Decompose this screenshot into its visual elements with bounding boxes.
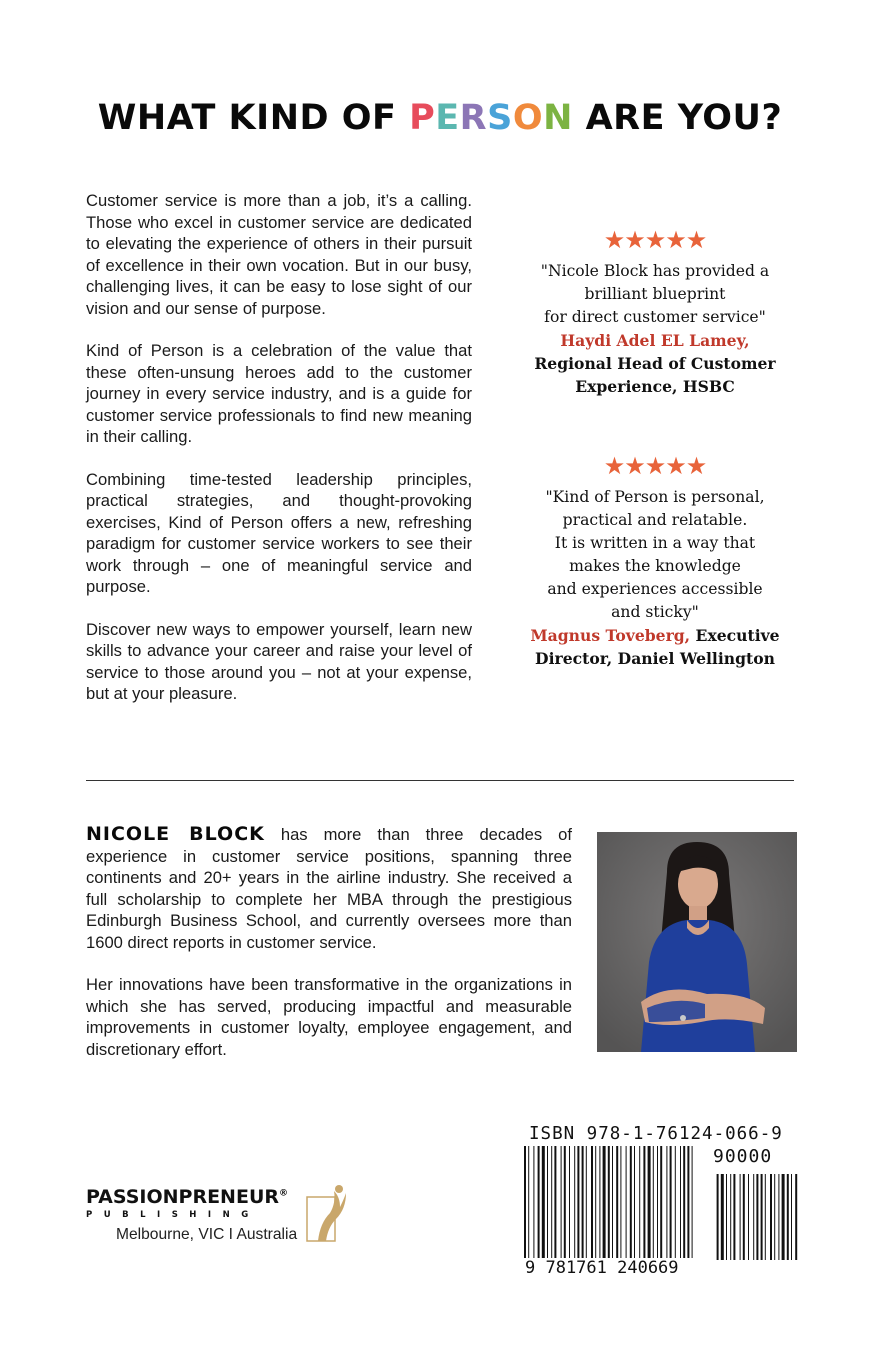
barcode-addon-bar bbox=[717, 1174, 719, 1260]
testimonial-1 bbox=[520, 226, 790, 398]
barcode-addon-bar bbox=[756, 1174, 758, 1260]
author-name: NICOLE BLOCK bbox=[86, 823, 265, 845]
barcode-bar bbox=[660, 1146, 662, 1258]
barcode-digits: 9 781761 240669 bbox=[525, 1258, 679, 1278]
barcode-bar bbox=[542, 1146, 545, 1258]
barcode-bar bbox=[620, 1146, 621, 1276]
person-letter: E bbox=[435, 98, 460, 138]
barcode-bar bbox=[524, 1146, 526, 1276]
barcode-bar bbox=[533, 1146, 534, 1258]
isbn-addon: 90000 bbox=[713, 1146, 773, 1167]
barcode-bar bbox=[626, 1146, 627, 1258]
barcode-bar bbox=[657, 1146, 658, 1258]
barcode-addon-bar bbox=[726, 1174, 727, 1260]
barcode-bar bbox=[577, 1146, 579, 1258]
barcode-bar bbox=[639, 1146, 640, 1258]
barcode-bar bbox=[561, 1146, 562, 1258]
person-letter: S bbox=[487, 98, 513, 138]
barcode-addon-bar bbox=[770, 1174, 772, 1260]
barcode-addon-bar bbox=[733, 1174, 735, 1260]
author-photo bbox=[597, 832, 797, 1052]
barcode-bar bbox=[612, 1146, 613, 1258]
barcode-addon-bar bbox=[765, 1174, 766, 1260]
barcode-bar bbox=[670, 1146, 672, 1276]
barcode-bar bbox=[675, 1146, 676, 1258]
person-letter: R bbox=[459, 98, 488, 138]
barcode-bar bbox=[692, 1146, 693, 1258]
barcode-addon-bar bbox=[748, 1174, 749, 1260]
barcode-bar bbox=[603, 1146, 606, 1258]
barcode-bar bbox=[630, 1146, 632, 1258]
publisher-logo-icon bbox=[306, 1183, 348, 1245]
barcode-bar bbox=[680, 1146, 681, 1258]
publisher-location: Melbourne, VIC I Australia bbox=[116, 1226, 298, 1243]
book-description bbox=[86, 190, 472, 726]
barcode-bar bbox=[538, 1146, 540, 1258]
barcode-addon-bar bbox=[787, 1174, 789, 1260]
barcode-bar bbox=[616, 1146, 618, 1258]
publisher-name: PASSIONPRENEUR® bbox=[86, 1186, 288, 1208]
barcode-addon-bar bbox=[774, 1174, 775, 1260]
testimonial-attribution bbox=[520, 624, 790, 670]
barcode-bar bbox=[666, 1146, 667, 1258]
five-star-rating-icon: ★★★★★ bbox=[603, 452, 707, 480]
barcode-addon-bar bbox=[795, 1174, 797, 1260]
barcode-bar bbox=[653, 1146, 654, 1258]
barcode-bar bbox=[683, 1146, 685, 1258]
five-star-rating-icon: ★★★★★ bbox=[603, 226, 707, 254]
barcode-bar bbox=[643, 1146, 645, 1258]
description-paragraph: Combining time-tested leadership principles, practical strategies, and thought-provoking exercises, Kind of Person offers a new, refreshing paradigm for customer service workers to see their work through – one of meaningful service and purpose. bbox=[86, 469, 472, 596]
barcode-addon-bar bbox=[740, 1174, 741, 1260]
testimonial-attribution bbox=[520, 329, 790, 398]
barcode-bar bbox=[648, 1146, 651, 1258]
barcode-bar bbox=[591, 1146, 593, 1258]
headline-prefix: WHAT KIND OF bbox=[97, 98, 410, 138]
barcode-bar bbox=[574, 1146, 575, 1276]
reviewer-title: Executive Director, Daniel Wellington bbox=[535, 626, 780, 668]
barcode-addon-bar bbox=[782, 1174, 785, 1260]
testimonial-2 bbox=[520, 452, 790, 670]
person-letter: P bbox=[409, 98, 436, 138]
barcode-bar bbox=[687, 1146, 689, 1258]
barcode-addon-bar bbox=[743, 1174, 745, 1260]
headline-suffix: ARE YOU? bbox=[572, 98, 783, 138]
barcode-bar bbox=[586, 1146, 587, 1258]
barcode-bar bbox=[564, 1146, 566, 1258]
reviewer-name: Haydi Adel EL Lamey, bbox=[560, 331, 750, 350]
barcode-bar bbox=[554, 1146, 556, 1258]
description-paragraph: Discover new ways to empower yourself, learn new skills to advance your career and raise your level of service to those around you – not at your expense, but at your pleasure. bbox=[86, 619, 472, 703]
testimonial-quote: "Nicole Block has provided a brilliant blueprint for direct customer service" bbox=[540, 262, 770, 326]
barcode-addon-bar bbox=[753, 1174, 754, 1260]
section-divider bbox=[86, 780, 794, 781]
barcode-addon-bar bbox=[778, 1174, 779, 1260]
reviewer-title: Regional Head of Customer Experience, HSBC bbox=[534, 354, 776, 396]
barcode-addon-bar bbox=[761, 1174, 763, 1260]
bio-paragraph: NICOLE BLOCK has more than three decades of experience in customer service positions, spanning three continents and 20+ years in the airline industry. She received a full scholarship to complete her MBA through the prestigious Edinburgh Business School, and currently oversees more than 1600 direct reports in customer service. bbox=[86, 823, 573, 952]
headline-person-word bbox=[409, 98, 573, 138]
barcode-bar bbox=[551, 1146, 552, 1258]
publisher-subtitle: PUBLISHING bbox=[86, 1210, 260, 1220]
barcode-bar bbox=[608, 1146, 610, 1258]
isbn-label: ISBN 978-1-76124-066-9 bbox=[529, 1124, 783, 1144]
barcode-bar bbox=[599, 1146, 600, 1258]
reviewer-name: Magnus Toveberg, bbox=[530, 626, 691, 645]
barcode-bar bbox=[595, 1146, 596, 1258]
book-headline bbox=[0, 98, 880, 138]
barcode-addon-bar bbox=[730, 1174, 731, 1260]
description-paragraph: Kind of Person is a celebration of the value that these often-unsung heroes add to the customer journey in every service industry, and is a guide for customer service professionals to find new meaning in their calling. bbox=[86, 341, 472, 446]
barcode-bar bbox=[547, 1146, 548, 1258]
person-letter: O bbox=[512, 98, 544, 138]
description-paragraph: Customer service is more than a job, it’s a calling. Those who excel in customer service are dedicated to elevating the experience of others in their pursuit of excellence in their own vocation. But in our busy, challenging lives, it can be easy to lose sight of our vision and our sense of purpose. bbox=[86, 191, 472, 318]
author-bio bbox=[86, 824, 572, 1081]
barcode-bar bbox=[528, 1146, 529, 1258]
testimonial-quote: "Kind of Person is personal, practical and relatable. It is written in a way that makes the knowledge and experiences accessible and sticky" bbox=[545, 488, 765, 621]
bio-paragraph: Her innovations have been transformative in the organizations in which she has served, producing impactful and measurable improvements in customer loyalty, employee engagement, and discretionary effort. bbox=[86, 975, 572, 1059]
barcode-bar bbox=[634, 1146, 635, 1258]
barcode-addon-bar bbox=[721, 1174, 724, 1260]
person-letter: N bbox=[543, 98, 573, 138]
barcode-bar bbox=[582, 1146, 584, 1258]
barcode-addon-bar bbox=[791, 1174, 792, 1260]
barcode-bar bbox=[569, 1146, 570, 1258]
